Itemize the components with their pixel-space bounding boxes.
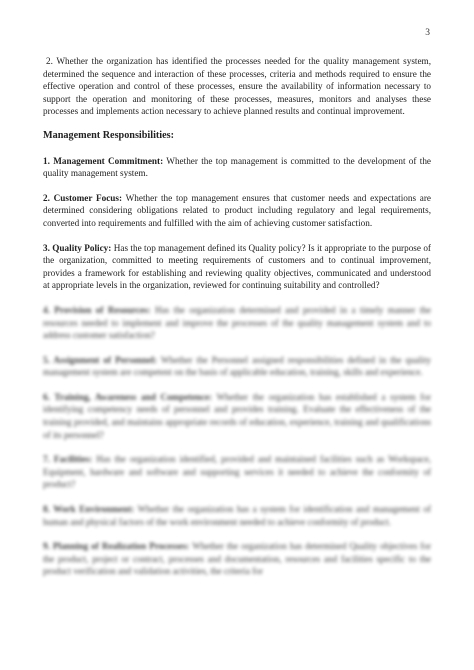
item-label: 6. Training, Awareness and Competence: bbox=[43, 391, 212, 402]
item-label: 1. Management Commitment: bbox=[43, 155, 164, 166]
item-text: Whether the organization has a system for identification and management of human and physical factors of the work environment needed to achieve conformity of product. bbox=[43, 504, 431, 527]
intro-paragraph: 2. Whether the organization has identified the processes needed for the quality management system, determined the sequence and interaction of these processes, criteria and methods required to ensure the effective operation and control of these processes, ensure the availability of information necessary to support the operation and monitoring of these processes, measures, monitors and analyses these processes and implements action necessary to achieve planned results and continual improvement. bbox=[43, 56, 431, 117]
item-customer-focus bbox=[43, 192, 431, 230]
item-work-environment bbox=[43, 503, 431, 528]
item-planning-realization bbox=[43, 540, 431, 578]
item-label: 8. Work Environment: bbox=[43, 504, 135, 515]
item-text: Whether the top management is committed to the development of the quality management system. bbox=[43, 155, 431, 179]
page-number: 3 bbox=[425, 28, 430, 38]
item-quality-policy bbox=[43, 242, 431, 292]
item-provision-of-resources bbox=[43, 304, 431, 342]
document-body bbox=[43, 55, 431, 590]
item-text: Whether the organization has established a system for identifying competency needs of personnel and provides training. Evaluate the effectiveness of the training provided, and maintains appropriate records of education, experience, training and qualifications of its personnel? bbox=[43, 391, 431, 440]
item-text: Has the top management defined its Quality policy? Is it appropriate to the purpose of the organization, committed to meeting requirements of customers and to continual improvement, provides a framework for establishing and reviewing quality objectives, communicated and understood at appropriate levels in the organization, reviewed for continuing suitability and controlled? bbox=[43, 242, 431, 291]
item-label: 5. Assignment of Personnel: bbox=[43, 354, 157, 365]
item-text: Has the organization identified, provided and maintained facilities such as Workspace, Equipment, hardware and software and supporting services it needed to achieve the conformity of product? bbox=[43, 454, 431, 490]
item-label: 3. Quality Policy: bbox=[43, 242, 112, 253]
item-text: Whether the organization has determined Quality objectives for the product, project or contract, processes and documentation, resources and facilities specific to the product verification and validation activities, the criteria for bbox=[43, 541, 431, 577]
item-text: Whether the Personnel assigned responsibilities defined in the quality management system are competent on the basis of applicable education, training, skills and experience. bbox=[43, 354, 431, 378]
item-text: Whether the top management ensures that customer needs and expectations are determined considering obligations related to product including regulatory and legal requirements, converted into requirements and fulfilled with the aim of achieving customer satisfaction. bbox=[43, 192, 431, 228]
item-training-awareness bbox=[43, 391, 431, 441]
item-management-commitment bbox=[43, 155, 431, 180]
item-label: 4. Provision of Resources: bbox=[43, 304, 151, 315]
item-assignment-of-personnel bbox=[43, 354, 431, 379]
item-label: 2. Customer Focus: bbox=[43, 192, 123, 203]
blurred-preview-region bbox=[43, 304, 431, 578]
item-label: 7. Facilities: bbox=[43, 454, 93, 465]
item-label: 9. Planning of Realization Processes: bbox=[43, 541, 190, 552]
item-facilities bbox=[43, 453, 431, 491]
item-text: Has the organization determined and provided in a timely manner the resources needed to implement and improve the processes of the quality management system and to address customer satisfaction? bbox=[43, 304, 431, 341]
section-heading: Management Responsibilities: bbox=[43, 129, 175, 141]
